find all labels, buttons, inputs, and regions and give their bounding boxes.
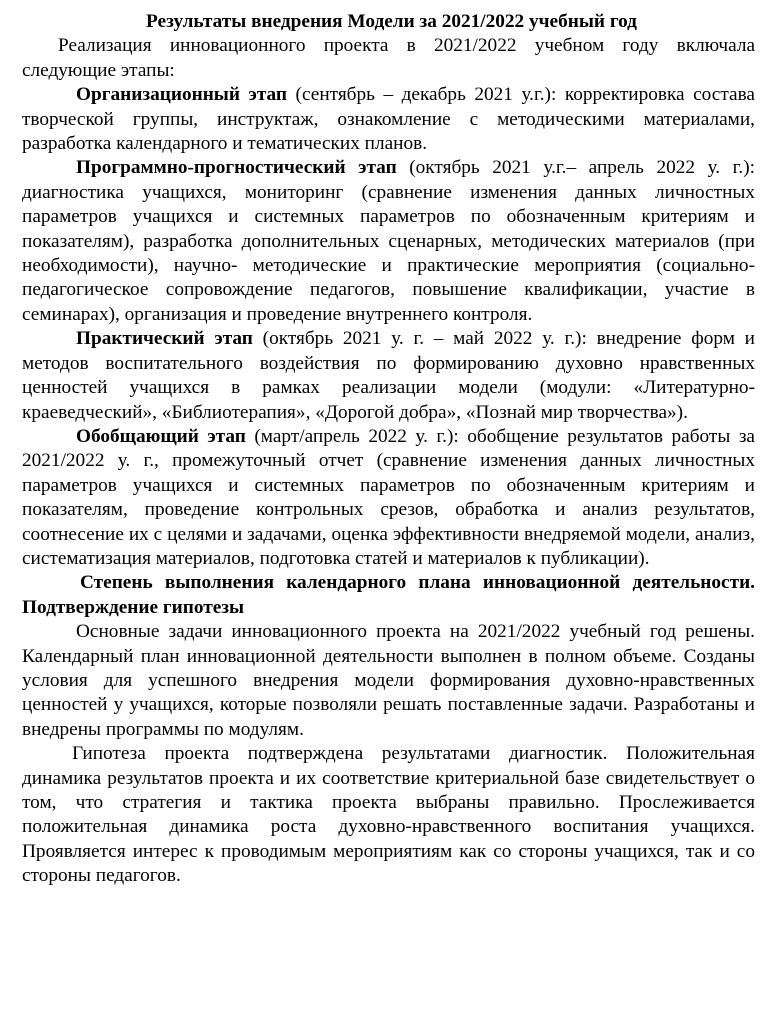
stage-practical <box>22 327 755 425</box>
stage-name: Организационный этап <box>76 84 288 106</box>
hypothesis-paragraph: Гипотеза проекта подтверждена результатами диагностик. Положительная динамика результатов проекта и их соответствие критериальной базе свидетельствует о том, что стратегия и тактика проекта выбраны правильно. Прослеживается положительная динамика роста духовно-нравственного воспитания учащихся. Проявляется интерес к проводимым мероприятиям как со стороны учащихся, так и со стороны педагогов. <box>22 743 755 887</box>
stage-organizational <box>22 83 755 156</box>
stage-generalizing <box>22 425 755 571</box>
stage-name: Обобщающий этап <box>76 425 246 447</box>
stage-prognostic <box>22 156 755 327</box>
stage-name: Практический этап <box>76 328 253 350</box>
stage-description: (сентябрь – декабрь 2021 у.г.): корректировка состава творческой группы, инструктаж, ознакомление с методическими материалами, разработка календарного и тематических планов. <box>22 84 755 155</box>
stage-description: (октябрь 2021 у. г. – май 2022 у. г.): внедрение форм и методов воспитательного воздействия по формированию духовно нравственных ценностей учащихся в рамках реализации модели (модули: «Литературно-краеведческий», «Библиотерапия», «Дорогой добра», «Познай мир творчества»). <box>22 328 756 423</box>
document-page <box>22 10 755 889</box>
section-heading: Степень выполнения календарного плана инновационной деятельности. Подтверждение гипотезы <box>22 572 755 618</box>
tasks-paragraph: Основные задачи инновационного проекта на 2021/2022 учебный год решены. Календарный план инновационной деятельности выполнен в полном объеме. Созданы условия для успешного внедрения модели формирования духовно-нравственных ценностей у учащихся, которые позволяли решать поставленные задачи. Разработаны и внедрены программы по модулям. <box>22 621 755 740</box>
intro-paragraph: Реализация инновационного проекта в 2021/2022 учебном году включала следующие этапы: <box>22 35 755 81</box>
stage-name: Программно-прогностический этап <box>76 157 397 179</box>
stage-description: (октябрь 2021 у.г.– апрель 2022 у. г.): диагностика учащихся, мониторинг (сравнение изменения данных личностных параметров учащихся и системных параметров по обозначенным критериям и показателям), разработка дополнительных сценарных, методических материалов (при необходимости), научно- методические и практические мероприятия (социально-педагогическое сопровождение педагогов, повышение квалификации, участие в семинарах), организация и проведение внутреннего контроля. <box>22 157 755 325</box>
document-title: Результаты внедрения Модели за 2021/2022 учебный год <box>146 11 637 32</box>
stage-description: (март/апрель 2022 у. г.): обобщение результатов работы за 2021/2022 у. г., промежуточный отчет (сравнение изменения данных личностных параметров учащихся и системных параметров по обозначенным критериям и показателям, проведение контрольных срезов, обработка и анализ результатов, соотнесение их с целями и задачами, оценка эффективности внедряемой модели, анализ, систематизация материалов, подготовка статей и материалов к публикации). <box>22 425 755 569</box>
